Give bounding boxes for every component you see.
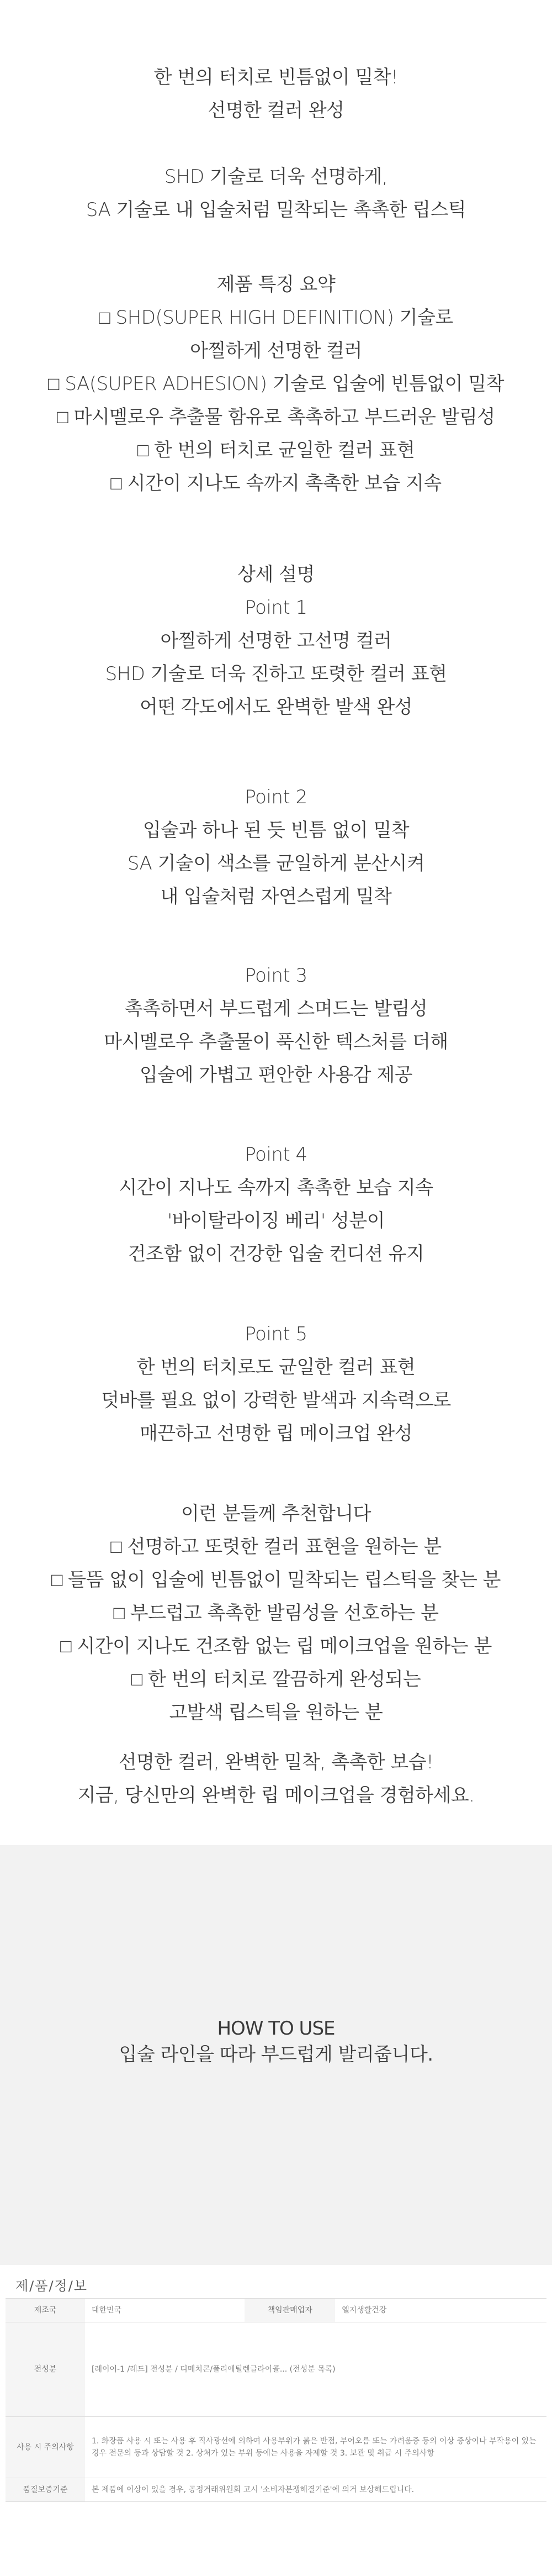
point-line: 촉촉하면서 부드럽게 스며드는 발림성 xyxy=(124,998,428,1020)
table-row xyxy=(6,2299,546,2322)
summary-item: □ SA(SUPER ADHESION) 기술로 입술에 빈틈없이 밀착 xyxy=(48,373,504,395)
detail-point-5 xyxy=(0,1318,552,1450)
product-info-title: 제/품/정/보 xyxy=(15,2278,88,2294)
summary-item: 아찔하게 선명한 컬러 xyxy=(190,340,362,362)
summary-item: □ 시간이 지나도 속까지 촉촉한 보습 지속 xyxy=(110,472,442,494)
info-value: 대한민국 xyxy=(85,2299,245,2322)
point-line: 내 입술처럼 자연스럽게 밀착 xyxy=(160,886,392,908)
detail-title: 상세 설명 xyxy=(237,563,315,586)
point-line: 아찔하게 선명한 고선명 컬러 xyxy=(160,630,392,652)
info-key: 품질보증기준 xyxy=(6,2478,85,2502)
info-key: 전성분 xyxy=(6,2322,85,2417)
summary-title: 제품 특징 요약 xyxy=(216,273,336,296)
point-line: 입술에 가볍고 편안한 사용감 제공 xyxy=(139,1064,413,1086)
point-label: Point 3 xyxy=(245,965,307,987)
info-value: [레이어-1 /레드] 전성분 / 디메치콘/폴리에틸렌글라이콜... (전성분 목록) xyxy=(85,2322,546,2417)
recommend-title: 이런 분들께 추천합니다 xyxy=(181,1503,371,1525)
point-line: '바이탈라이징 베리' 성분이 xyxy=(167,1210,385,1232)
summary-item: □ 한 번의 터치로 균일한 컬러 표현 xyxy=(137,439,415,461)
intro-line: 한 번의 터치로 빈틈없이 밀착! xyxy=(153,66,399,88)
point-line: 건조함 없이 건강한 입술 컨디션 유지 xyxy=(128,1243,424,1265)
info-value: 본 제품에 이상이 있을 경우, 공정거래위원회 고시 '소비자분쟁해결기준'에 의거 보상해드립니다. xyxy=(85,2478,546,2502)
table-row xyxy=(6,2417,546,2478)
info-key: 사용 시 주의사항 xyxy=(6,2417,85,2478)
recommend-item: □ 부드럽고 촉촉한 발림성을 선호하는 분 xyxy=(113,1602,439,1624)
summary-item: □ 마시멜로우 추출물 함유로 촉촉하고 부드러운 발림성 xyxy=(57,406,495,428)
point-line: 덧바를 필요 없이 강력한 발색과 지속력으로 xyxy=(101,1389,451,1411)
product-info-table xyxy=(6,2298,546,2502)
recommend-item: □ 한 번의 터치로 깔끔하게 완성되는 xyxy=(131,1668,421,1690)
point-label: Point 5 xyxy=(245,1323,307,1345)
point-line: 어떤 각도에서도 완벽한 발색 완성 xyxy=(139,696,413,718)
closing-line: 선명한 컬러, 완벽한 밀착, 촉촉한 보습! xyxy=(118,1751,434,1773)
point-line: 한 번의 터치로도 균일한 컬러 표현 xyxy=(136,1356,416,1378)
intro-line: 선명한 컬러 완성 xyxy=(208,99,344,122)
info-key: 제조국 xyxy=(6,2299,85,2322)
intro-line: SHD 기술로 더욱 선명하게, xyxy=(164,166,388,188)
point-line: 시간이 지나도 속까지 촉촉한 보습 지속 xyxy=(119,1177,433,1199)
summary-block xyxy=(0,268,552,500)
point-label: Point 2 xyxy=(245,786,307,808)
detail-point-2 xyxy=(0,781,552,913)
closing-line: 지금, 당신만의 완벽한 립 메이크업을 경험하세요. xyxy=(77,1784,475,1806)
info-value: 1. 화장품 사용 시 또는 사용 후 직사광선에 의하여 사용부위가 붉은 반점, 부어오름 또는 가려움증 등의 이상 증상이나 부작용이 있는 경우 전문의 등과 상담할 것 2. 상처가 있는 부위 등에는 사용을 자제할 것 3. 보관 및 취급 시 주의사항 xyxy=(85,2417,546,2478)
detail-point-1 xyxy=(0,558,552,724)
intro-tech-block xyxy=(0,160,552,226)
point-line: SHD 기술로 더욱 진하고 또렷한 컬러 표현 xyxy=(105,663,447,685)
recommend-item: □ 선명하고 또렷한 컬러 표현을 원하는 분 xyxy=(110,1536,442,1558)
point-line: 매끈하고 선명한 립 메이크업 완성 xyxy=(139,1423,413,1445)
recommend-block xyxy=(0,1497,552,1729)
table-row xyxy=(6,2478,546,2502)
info-key: 책임판매업자 xyxy=(245,2299,335,2322)
point-line: SA 기술이 색소를 균일하게 분산시켜 xyxy=(127,852,425,875)
how-to-use-block xyxy=(0,2016,552,2068)
point-label: Point 4 xyxy=(245,1144,307,1166)
summary-item: □ SHD(SUPER HIGH DEFINITION) 기술로 xyxy=(99,307,453,329)
intro-block xyxy=(0,61,552,127)
point-label: Point 1 xyxy=(245,597,307,619)
closing-block xyxy=(0,1746,552,1812)
recommend-item: □ 시간이 지나도 건조함 없는 립 메이크업을 원하는 분 xyxy=(60,1635,492,1657)
recommend-item: □ 들뜸 없이 입술에 빈틈없이 밀착되는 립스틱을 찾는 분 xyxy=(51,1569,501,1591)
table-row xyxy=(6,2322,546,2417)
how-to-use-title: HOW TO USE xyxy=(217,2017,335,2040)
point-line: 입술과 하나 된 듯 빈틈 없이 밀착 xyxy=(142,819,410,841)
intro-line: SA 기술로 내 입술처럼 밀착되는 촉촉한 립스틱 xyxy=(86,199,466,221)
how-to-use-desc: 입술 라인을 따라 부드럽게 발리줍니다. xyxy=(119,2043,433,2066)
info-value: 엘지생활건강 xyxy=(335,2299,546,2322)
detail-point-3 xyxy=(0,959,552,1092)
recommend-item: 고발색 립스틱을 원하는 분 xyxy=(169,1701,383,1724)
point-line: 마시멜로우 추출물이 푹신한 텍스처를 더해 xyxy=(104,1031,448,1053)
detail-point-4 xyxy=(0,1138,552,1271)
